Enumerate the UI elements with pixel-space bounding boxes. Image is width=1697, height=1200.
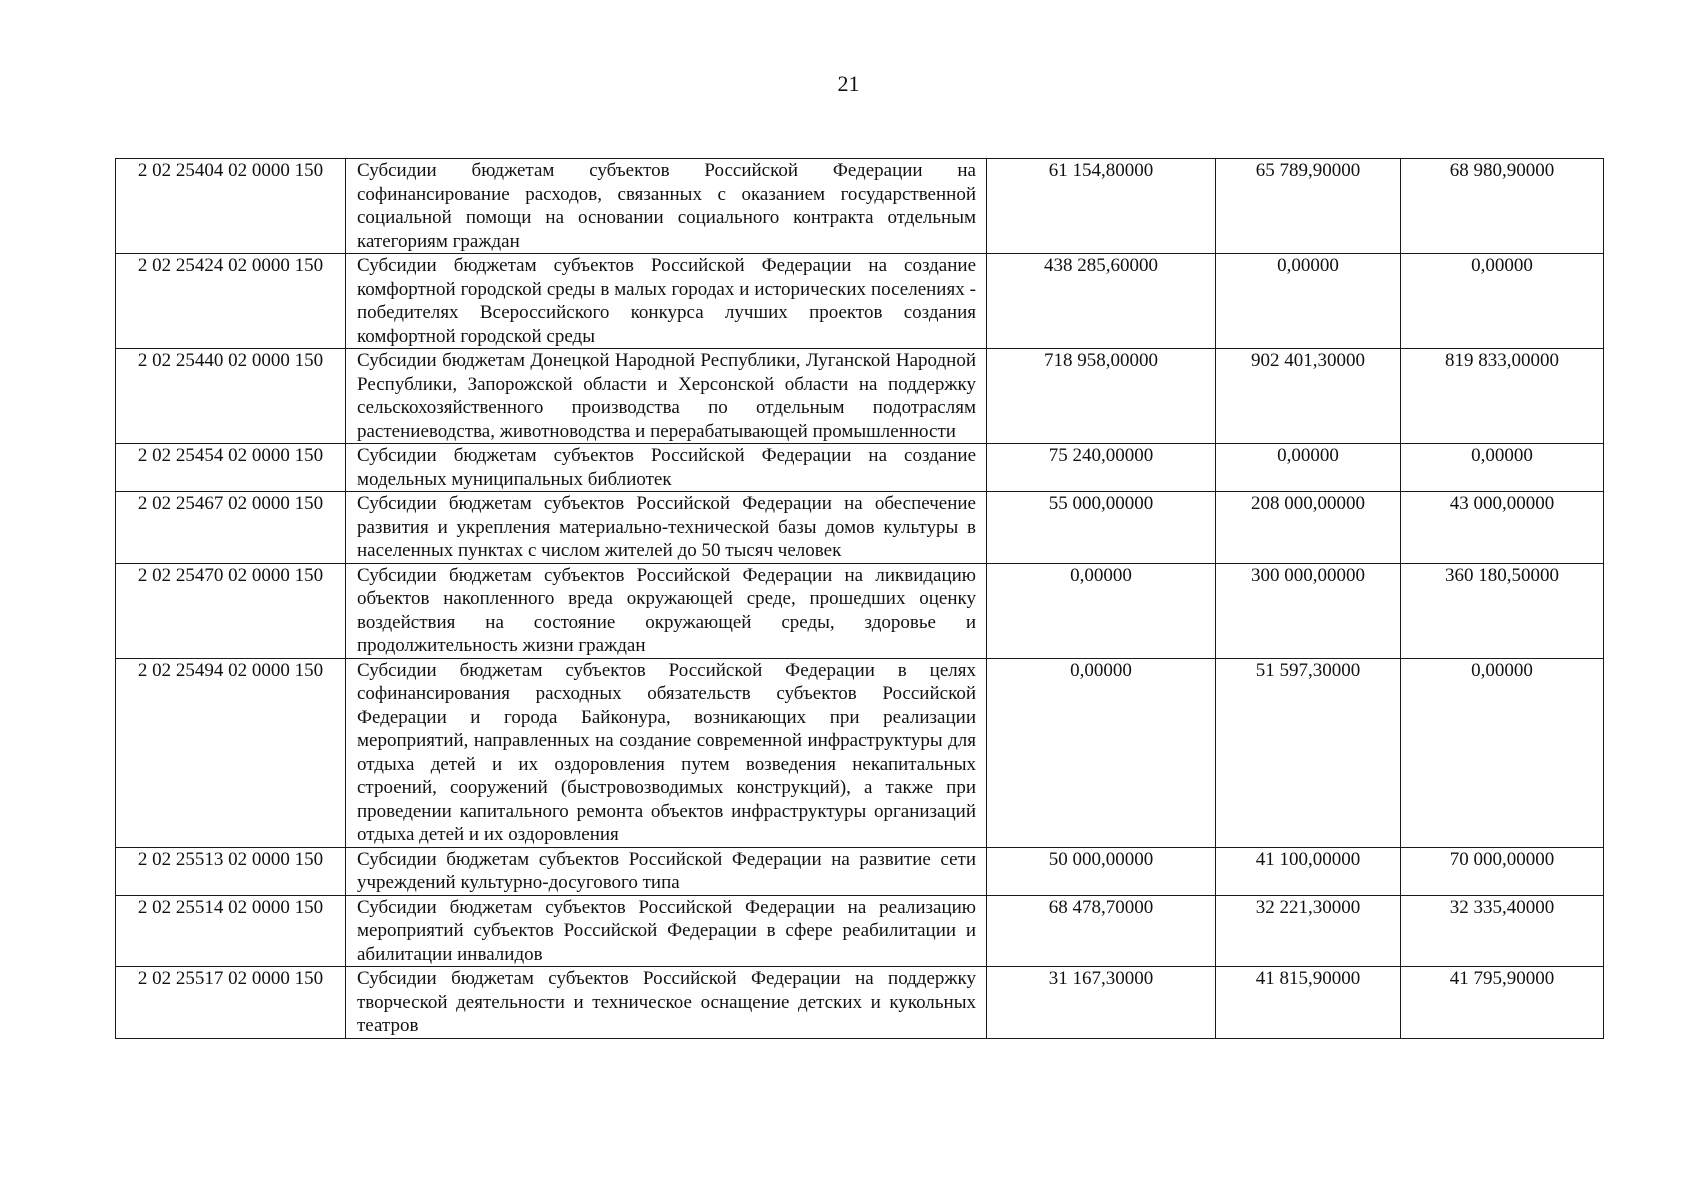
amount-cell-3: 70 000,00000 xyxy=(1401,847,1604,895)
budget-code-cell: 2 02 25514 02 0000 150 xyxy=(116,895,346,967)
amount-cell-2: 208 000,00000 xyxy=(1216,492,1401,564)
description-cell: Субсидии бюджетам субъектов Российской Федерации на обеспечение развития и укрепления материально-технической базы домов культуры в населенных пунктах с числом жителей до 50 тысяч человек xyxy=(346,492,987,564)
table-row xyxy=(116,254,1604,349)
description-cell: Субсидии бюджетам субъектов Российской Федерации на создание комфортной городской среды в малых городах и исторических поселениях - победителях Всероссийского конкурса лучших проектов создания комфортной городской среды xyxy=(346,254,987,349)
description-cell: Субсидии бюджетам субъектов Российской Федерации в целях софинансирования расходных обязательств субъектов Российской Федерации и города Байконура, возникающих при реализации мероприятий, направленных на создание современной инфраструктуры для отдыха детей и их оздоровления путем возведения некапитальных строений, сооружений (быстровозводимых конструкций), а также при проведении капитального ремонта объектов инфраструктуры организаций отдыха детей и их оздоровления xyxy=(346,658,987,847)
amount-cell-2: 300 000,00000 xyxy=(1216,563,1401,658)
table-row xyxy=(116,847,1604,895)
table-row xyxy=(116,349,1604,444)
amount-cell-3: 32 335,40000 xyxy=(1401,895,1604,967)
amount-cell-2: 41 100,00000 xyxy=(1216,847,1401,895)
amount-cell-1: 55 000,00000 xyxy=(987,492,1216,564)
amount-cell-1: 718 958,00000 xyxy=(987,349,1216,444)
amount-cell-1: 68 478,70000 xyxy=(987,895,1216,967)
amount-cell-1: 0,00000 xyxy=(987,658,1216,847)
table-row xyxy=(116,658,1604,847)
amount-cell-2: 51 597,30000 xyxy=(1216,658,1401,847)
budget-code-cell: 2 02 25454 02 0000 150 xyxy=(116,444,346,492)
description-cell: Субсидии бюджетам субъектов Российской Федерации на поддержку творческой деятельности и техническое оснащение детских и кукольных театров xyxy=(346,967,987,1039)
budget-code-cell: 2 02 25424 02 0000 150 xyxy=(116,254,346,349)
page-number: 21 xyxy=(837,71,860,96)
description-cell: Субсидии бюджетам Донецкой Народной Республики, Луганской Народной Республики, Запорожской области и Херсонской области на поддержку сельскохозяйственного производства по отдельным подотраслям растениеводства, животноводства и перерабатывающей промышленности xyxy=(346,349,987,444)
budget-code-cell: 2 02 25470 02 0000 150 xyxy=(116,563,346,658)
amount-cell-1: 61 154,80000 xyxy=(987,159,1216,254)
table-row xyxy=(116,444,1604,492)
description-cell: Субсидии бюджетам субъектов Российской Федерации на реализацию мероприятий субъектов Российской Федерации в сфере реабилитации и абилитации инвалидов xyxy=(346,895,987,967)
table-row xyxy=(116,967,1604,1039)
amount-cell-2: 65 789,90000 xyxy=(1216,159,1401,254)
amount-cell-1: 50 000,00000 xyxy=(987,847,1216,895)
table-row xyxy=(116,492,1604,564)
description-cell: Субсидии бюджетам субъектов Российской Федерации на создание модельных муниципальных библиотек xyxy=(346,444,987,492)
amount-cell-3: 68 980,90000 xyxy=(1401,159,1604,254)
amount-cell-1: 0,00000 xyxy=(987,563,1216,658)
amount-cell-2: 0,00000 xyxy=(1216,444,1401,492)
amount-cell-3: 0,00000 xyxy=(1401,254,1604,349)
budget-code-cell: 2 02 25440 02 0000 150 xyxy=(116,349,346,444)
amount-cell-3: 0,00000 xyxy=(1401,444,1604,492)
amount-cell-3: 819 833,00000 xyxy=(1401,349,1604,444)
amount-cell-1: 31 167,30000 xyxy=(987,967,1216,1039)
table-row xyxy=(116,895,1604,967)
table-row xyxy=(116,159,1604,254)
budget-code-cell: 2 02 25513 02 0000 150 xyxy=(116,847,346,895)
budget-code-cell: 2 02 25467 02 0000 150 xyxy=(116,492,346,564)
amount-cell-3: 41 795,90000 xyxy=(1401,967,1604,1039)
amount-cell-1: 75 240,00000 xyxy=(987,444,1216,492)
budget-table xyxy=(115,158,1604,1039)
table-row xyxy=(116,563,1604,658)
description-cell: Субсидии бюджетам субъектов Российской Федерации на развитие сети учреждений культурно-досугового типа xyxy=(346,847,987,895)
description-cell: Субсидии бюджетам субъектов Российской Федерации на ликвидацию объектов накопленного вреда окружающей среде, прошедших оценку воздействия на состояние окружающей среды, здоровье и продолжительность жизни граждан xyxy=(346,563,987,658)
amount-cell-2: 32 221,30000 xyxy=(1216,895,1401,967)
budget-code-cell: 2 02 25404 02 0000 150 xyxy=(116,159,346,254)
budget-code-cell: 2 02 25494 02 0000 150 xyxy=(116,658,346,847)
amount-cell-3: 43 000,00000 xyxy=(1401,492,1604,564)
amount-cell-3: 0,00000 xyxy=(1401,658,1604,847)
amount-cell-2: 902 401,30000 xyxy=(1216,349,1401,444)
description-cell: Субсидии бюджетам субъектов Российской Федерации на софинансирование расходов, связанных с оказанием государственной социальной помощи на основании социального контракта отдельным категориям граждан xyxy=(346,159,987,254)
amount-cell-3: 360 180,50000 xyxy=(1401,563,1604,658)
budget-code-cell: 2 02 25517 02 0000 150 xyxy=(116,967,346,1039)
amount-cell-2: 41 815,90000 xyxy=(1216,967,1401,1039)
amount-cell-1: 438 285,60000 xyxy=(987,254,1216,349)
amount-cell-2: 0,00000 xyxy=(1216,254,1401,349)
